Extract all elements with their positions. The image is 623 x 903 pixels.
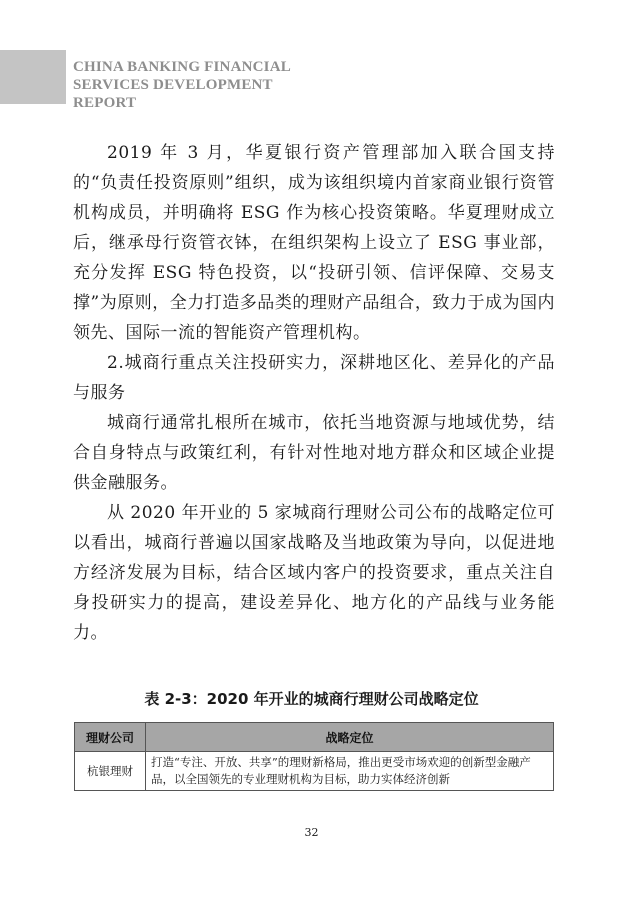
paragraph-huaxia: 2019 年 3 月，华夏银行资产管理部加入联合国支持的“负责任投资原则”组织，成为该组织境内首家商业银行资管机构成员，并明确将 ESG 作为核心投资策略。华夏理财成立后，继承母行资管衣钵，在组织架构上设立了 ESG 事业部，充分发挥 ESG 特色投资，以“投研引领、信评保障、交易支撑”为原则，全力打造多品类的理财产品组合，致力于成为国内领先、国际一流的智能资产管理机构。 <box>73 143 555 343</box>
body-text <box>73 138 555 648</box>
table-title: 表 2-3：2020 年开业的城商行理财公司战略定位 <box>144 690 479 708</box>
paragraph-strategy-summary: 从 2020 年开业的 5 家城商行理财公司公布的战略定位可以看出，城商行普遍以国家战略及当地政策为导向，以促进地方经济发展为目标，结合区域内客户的投资要求，重点关注自身投研实力的提高，建设差异化、地方化的产品线与业务能力。 <box>73 503 555 643</box>
header-line-1: CHINA BANKING FINANCIAL <box>73 59 291 75</box>
section-heading: 2.城商行重点关注投研实力，深耕地区化、差异化的产品与服务 <box>73 353 555 403</box>
strategy-table <box>74 722 554 791</box>
cell-strategy: 打造“专注、开放、共享”的理财新格局，推出更受市场欢迎的创新型金融产品，以全国领先的专业理财机构为目标，助力实体经济创新 <box>146 752 554 791</box>
page-number: 32 <box>304 826 319 839</box>
table-header-row <box>75 723 554 752</box>
column-header-company: 理财公司 <box>75 723 146 752</box>
header-gray-block <box>0 50 66 104</box>
cell-company: 杭银理财 <box>75 752 146 791</box>
table-row <box>75 752 554 791</box>
report-header <box>73 58 291 112</box>
header-line-3: REPORT <box>73 95 137 111</box>
paragraph-city-banks: 城商行通常扎根所在城市，依托当地资源与地域优势，结合自身特点与政策红利，有针对性地对地方群众和区域企业提供金融服务。 <box>73 413 555 493</box>
column-header-strategy: 战略定位 <box>146 723 554 752</box>
header-line-2: SERVICES DEVELOPMENT <box>73 77 273 93</box>
